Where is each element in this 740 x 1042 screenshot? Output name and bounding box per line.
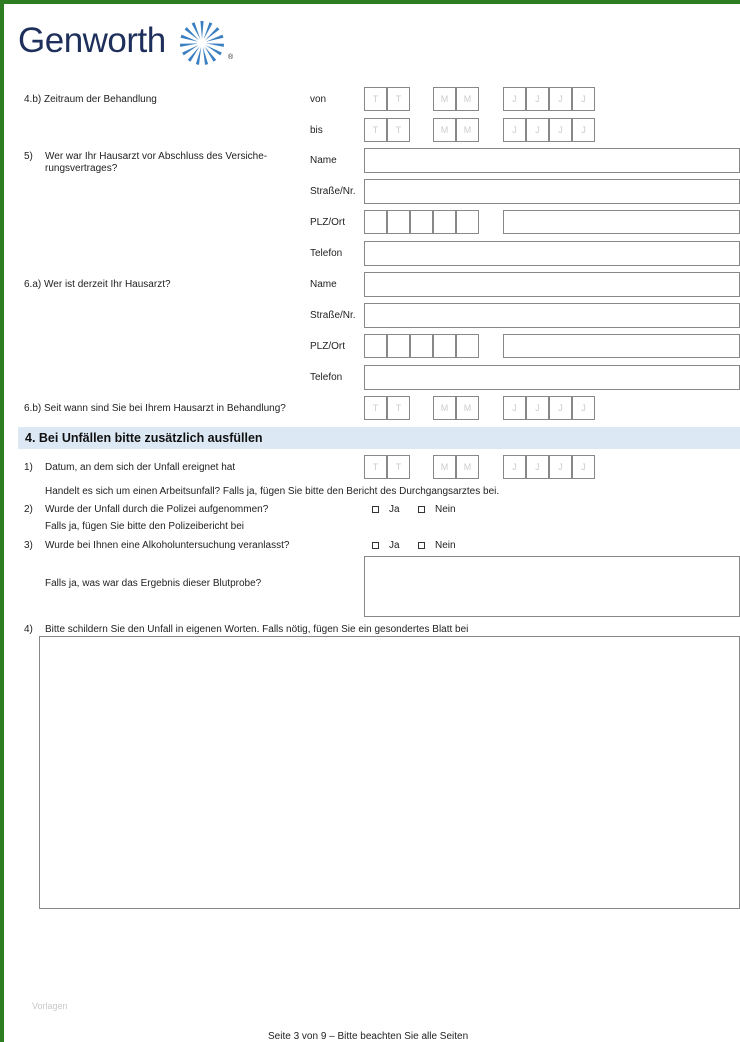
month-cell[interactable]: M [456,87,479,111]
year-cell[interactable]: J [572,87,595,111]
q6b-label: 6.b) Seit wann sind Sie bei Ihrem Hausarzt in Behandlung? [24,403,286,414]
blood-test-result-input[interactable] [364,556,740,617]
day-cell[interactable]: T [364,87,387,111]
zip-cell[interactable] [387,334,410,358]
section-header [18,427,740,449]
q5-number: 5) [24,151,33,162]
month-cell[interactable]: M [456,118,479,142]
alcohol-yes-checkbox[interactable] [372,542,379,549]
zip-cell[interactable] [364,334,387,358]
accident-q1-number: 1) [24,462,33,473]
zip-city-label: PLZ/Ort [310,217,346,228]
current-doctor-name-input[interactable] [364,272,740,297]
zip-cell[interactable] [456,210,479,234]
year-cell[interactable]: J [526,118,549,142]
work-accident-note: Handelt es sich um einen Arbeitsunfall? Falls ja, fügen Sie bitte den Bericht des Durchgangsarztes bei. [45,486,500,497]
month-cell[interactable]: M [433,87,456,111]
police-yes-checkbox[interactable] [372,506,379,513]
watermark-text: Vorlagen [32,1001,68,1011]
form-page [4,4,740,1042]
day-cell[interactable]: T [364,455,387,479]
phone-label: Telefon [310,248,343,259]
no-label: Nein [435,504,456,515]
yes-label: Ja [389,540,400,551]
starburst-logo-icon [177,18,227,68]
street-label: Straße/Nr. [310,310,356,321]
year-cell[interactable]: J [549,87,572,111]
previous-doctor-street-input[interactable] [364,179,740,204]
year-cell[interactable]: J [503,396,526,420]
accident-description-textarea[interactable] [39,636,740,909]
year-cell[interactable]: J [549,455,572,479]
logo-wordmark: Genworth [18,21,166,60]
police-no-checkbox[interactable] [418,506,425,513]
zip-cell[interactable] [410,334,433,358]
year-cell[interactable]: J [503,118,526,142]
accident-q2-number: 2) [24,504,33,515]
year-cell[interactable]: J [526,455,549,479]
day-cell[interactable]: T [387,87,410,111]
current-doctor-city-input[interactable] [503,334,740,358]
year-cell[interactable]: J [572,118,595,142]
day-cell[interactable]: T [364,396,387,420]
month-cell[interactable]: M [433,118,456,142]
zip-cell[interactable] [433,210,456,234]
current-doctor-street-input[interactable] [364,303,740,328]
year-cell[interactable]: J [549,396,572,420]
accident-q1: Datum, an dem sich der Unfall ereignet hat [45,462,236,473]
no-label: Nein [435,540,456,551]
month-cell[interactable]: M [456,396,479,420]
day-cell[interactable]: T [364,118,387,142]
year-cell[interactable]: J [549,118,572,142]
zip-cell[interactable] [410,210,433,234]
accident-q3: Wurde bei Ihnen eine Alkoholuntersuchung veranlasst? [45,540,290,551]
q4b-label: 4.b) Zeitraum der Behandlung [24,94,157,105]
name-label: Name [310,155,337,166]
year-cell[interactable]: J [526,396,549,420]
accident-q4-number: 4) [24,624,33,635]
previous-doctor-name-input[interactable] [364,148,740,173]
registered-mark: ® [228,54,234,61]
previous-doctor-city-input[interactable] [503,210,740,234]
q6a-label: 6.a) Wer ist derzeit Ihr Hausarzt? [24,279,171,290]
accident-q3-number: 3) [24,540,33,551]
section-title: 4. Bei Unfällen bitte zusätzlich ausfüllen [25,431,263,445]
year-cell[interactable]: J [572,455,595,479]
day-cell[interactable]: T [387,455,410,479]
from-label: von [310,94,327,105]
street-label: Straße/Nr. [310,186,356,197]
blood-test-question: Falls ja, was war das Ergebnis dieser Blutprobe? [45,578,262,589]
year-cell[interactable]: J [572,396,595,420]
zip-city-label: PLZ/Ort [310,341,346,352]
accident-q2: Wurde der Unfall durch die Polizei aufgenommen? [45,504,269,515]
month-cell[interactable]: M [433,396,456,420]
yes-label: Ja [389,504,400,515]
day-cell[interactable]: T [387,396,410,420]
to-label: bis [310,125,323,136]
month-cell[interactable]: M [433,455,456,479]
zip-cell[interactable] [364,210,387,234]
police-report-note: Falls ja, fügen Sie bitte den Polizeibericht bei [45,521,245,532]
year-cell[interactable]: J [503,87,526,111]
previous-doctor-phone-input[interactable] [364,241,740,266]
phone-label: Telefon [310,372,343,383]
name-label: Name [310,279,337,290]
page-footer: Seite 3 von 9 – Bitte beachten Sie alle Seiten [268,1031,469,1042]
month-cell[interactable]: M [456,455,479,479]
accident-q4: Bitte schildern Sie den Unfall in eigenen Worten. Falls nötig, fügen Sie ein gesondertes Blatt bei [45,624,469,635]
alcohol-no-checkbox[interactable] [418,542,425,549]
year-cell[interactable]: J [526,87,549,111]
zip-cell[interactable] [456,334,479,358]
zip-cell[interactable] [387,210,410,234]
day-cell[interactable]: T [387,118,410,142]
year-cell[interactable]: J [503,455,526,479]
q5-question: Wer war Ihr Hausarzt vor Abschluss des Versiche-rungsvertrages? [45,151,268,174]
zip-cell[interactable] [433,334,456,358]
current-doctor-phone-input[interactable] [364,365,740,390]
